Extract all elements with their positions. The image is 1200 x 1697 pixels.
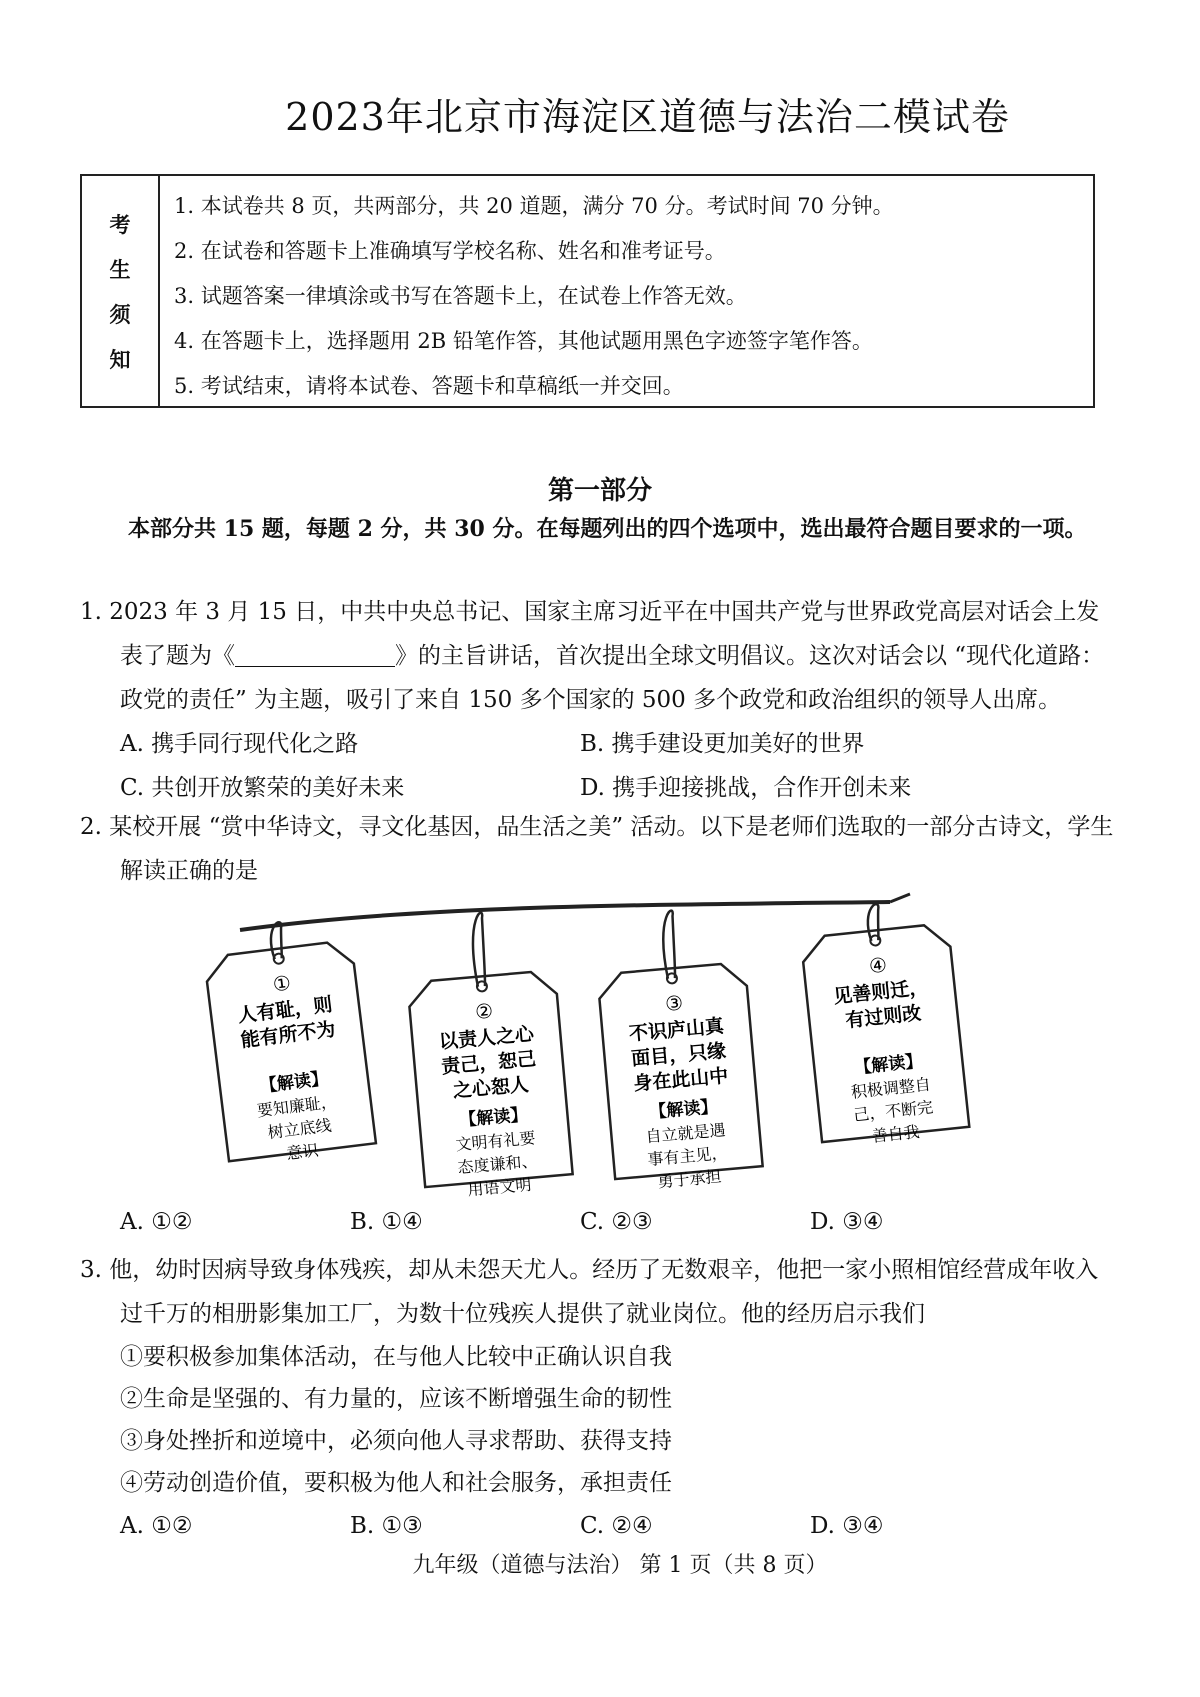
q3-statement-2: ②生命是坚强的、有力量的，应该不断增强生命的韧性	[120, 1386, 672, 1412]
question-2-options-row	[80, 1200, 1120, 1244]
notice-item: 3. 试题答案一律填涂或书写在答题卡上，在试卷上作答无效。	[174, 284, 747, 308]
answer-blank	[235, 640, 395, 667]
notice-items	[160, 176, 1093, 406]
question-2-options	[80, 1200, 1120, 1244]
card-reading-line: 善自我	[870, 1121, 921, 1146]
q1-option-d[interactable]: D. 携手迎接挑战，合作开创未来	[580, 775, 912, 801]
question-1-stem-part-b: 》的主旨讲话，首次提出全球文明倡议。这次对话会以 “现代化道路：政党的责任” 为主题，吸引了来自 150 多个国家的 500 多个政党和政治组织的领导人出席。	[120, 643, 1105, 713]
page-footer: 九年级（道德与法治） 第 1 页（共 8 页）	[412, 1553, 828, 1578]
card-reading-line: 积极调整自	[850, 1074, 932, 1102]
card-reading-label: 【解读】	[458, 1104, 529, 1131]
poem-card-4	[798, 897, 970, 1151]
card-poem-line: 身在此山中	[632, 1064, 730, 1096]
card-number: ②	[474, 998, 495, 1024]
card-poem-line: 责己，恕己	[440, 1047, 537, 1079]
card-poem-line: 之心恕人	[452, 1073, 530, 1103]
q2-option-a[interactable]: A. ①②	[120, 1209, 193, 1235]
question-2-stem: 2. 某校开展 “赏中华诗文，寻文化基因，品生活之美” 活动。以下是老师们选取的一部分古诗文，学生解读正确的是	[80, 814, 1114, 884]
q2-option-b[interactable]: B. ①④	[350, 1209, 423, 1235]
card-reading-line: 自立就是遇	[644, 1120, 727, 1147]
notice-item: 2. 在试卷和答题卡上准确填写学校名称、姓名和准考证号。	[174, 239, 726, 263]
card-reading-line: 己，不断完	[852, 1097, 935, 1125]
poem-card-2	[402, 907, 574, 1200]
q3-statement-1: ①要积极参加集体活动，在与他人比较中正确认识自我	[120, 1344, 672, 1370]
exam-title: 2023年北京市海淀区道德与法治二模试卷	[285, 95, 1010, 139]
notice-item: 1. 本试卷共 8 页，共两部分，共 20 道题，满分 70 分。考试时间 70 分钟。	[174, 194, 894, 218]
q3-option-d[interactable]: D. ③④	[810, 1513, 884, 1539]
card-reading-line: 要知廉耻，	[255, 1091, 338, 1121]
card-number: ③	[664, 990, 685, 1016]
card-reading-line: 用语文明	[466, 1174, 533, 1200]
card-reading-label: 【解读】	[258, 1068, 329, 1097]
section-description: 本部分共 15 题，每题 2 分，共 30 分。在每题列出的四个选项中，选出最符合题目要求的一项。	[128, 516, 1087, 542]
q3-statement-4: ④劳动创造价值，要积极为他人和社会服务，承担责任	[120, 1470, 672, 1496]
card-reading-line: 意识	[285, 1140, 320, 1164]
card-poem-line: 能有所不为	[239, 1018, 337, 1052]
card-number: ①	[271, 970, 293, 997]
notice-item: 5. 考试结束，请将本试卷、答题卡和草稿纸一并交回。	[174, 374, 684, 398]
card-reading-line: 树立底线	[266, 1115, 333, 1143]
q2-option-d[interactable]: D. ③④	[810, 1209, 884, 1235]
question-3-options-row	[80, 1504, 1120, 1548]
notice-item: 4. 在答题卡上，选择题用 2B 铅笔作答，其他试题用黑色字迹签字笔作答。	[174, 329, 873, 353]
section-title: 第一部分	[547, 476, 652, 506]
card-reading-line: 文明有礼要	[454, 1128, 537, 1155]
question-1-stem	[80, 590, 1120, 722]
q3-option-c[interactable]: C. ②④	[580, 1513, 653, 1539]
card-reading-line: 事有主见，	[646, 1143, 729, 1170]
notice-label-char: 知	[109, 346, 131, 372]
card-reading-label: 【解读】	[648, 1096, 719, 1123]
notice-label-char: 生	[109, 256, 131, 282]
poem-card-3	[592, 905, 764, 1195]
q1-option-a[interactable]: A. 携手同行现代化之路	[120, 731, 359, 757]
q2-option-c[interactable]: C. ②③	[580, 1209, 653, 1235]
card-poem-line: 以责人之心	[438, 1023, 535, 1054]
notice-label	[82, 176, 160, 406]
question-3	[80, 1248, 1120, 1548]
question-1-options-row-2	[80, 766, 1120, 810]
question-1-options-row-1	[80, 722, 1120, 766]
card-poem-line: 见善则迁，	[832, 976, 930, 1009]
question-3-stem: 3. 他，幼时因病导致身体残疾，却从未怨天尤人。经历了无数艰辛，他把一家小照相馆经营成年收入过千万的相册影集加工厂，为数十位残疾人提供了就业岗位。他的经历启示我们	[80, 1257, 1099, 1327]
card-poem-line: 有过则改	[844, 1002, 923, 1032]
q3-option-a[interactable]: A. ①②	[120, 1513, 193, 1539]
exam-notice-box	[80, 174, 1095, 408]
q1-option-c[interactable]: C. 共创开放繁荣的美好未来	[120, 775, 405, 801]
q3-statement-3: ③身处挫折和逆境中，必须向他人寻求帮助、获得支持	[120, 1428, 672, 1454]
card-poem-line: 面目，只缘	[630, 1039, 727, 1071]
question-1	[80, 590, 1120, 810]
hanging-string	[240, 902, 890, 930]
card-reading-line: 勇于承担	[656, 1166, 723, 1192]
poem-card-1	[201, 914, 377, 1170]
notice-label-char: 须	[109, 301, 131, 327]
q3-option-b[interactable]: B. ①③	[350, 1513, 423, 1539]
card-reading-line: 态度谦和、	[456, 1151, 539, 1178]
string-tail	[890, 894, 910, 902]
card-poem-line: 人有耻，则	[236, 993, 334, 1028]
question-2	[80, 805, 1120, 893]
poem-cards-illustration	[0, 890, 1200, 1200]
card-number: ④	[867, 952, 889, 979]
question-1-stem-part-a: 1. 2023 年 3 月 15 日，中共中央总书记、国家主席习近平在中国共产党与世界政党高层对话会上发表了题为《	[80, 599, 1100, 669]
card-poem-line: 不识庐山真	[628, 1015, 725, 1046]
q1-option-b[interactable]: B. 携手建设更加美好的世界	[580, 731, 865, 757]
card-reading-label: 【解读】	[853, 1051, 924, 1079]
notice-label-char: 考	[109, 211, 131, 237]
